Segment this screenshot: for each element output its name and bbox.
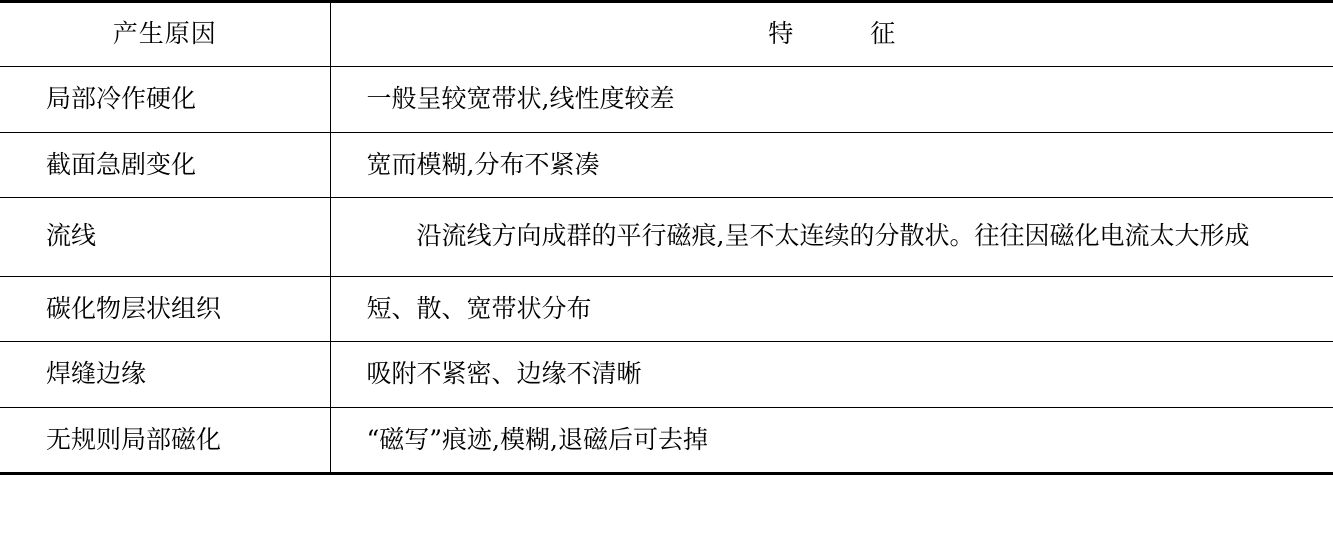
cell-feature: [330, 342, 1333, 407]
table-row: [0, 277, 1333, 342]
cell-cause: [0, 197, 330, 276]
table-row: [0, 132, 1333, 197]
cell-feature: [330, 67, 1333, 132]
header-label-feature: [331, 3, 1333, 66]
cause-label: 碳化物层状组织: [46, 294, 222, 323]
header-label-feature-text: 特 征: [768, 19, 922, 48]
cell-feature: [330, 277, 1333, 342]
feature-label: “磁写”痕迹,模糊,退磁后可去掉: [366, 424, 708, 454]
cause-label: 无规则局部磁化: [46, 424, 222, 454]
feature-label: 宽而模糊,分布不紧凑: [366, 149, 600, 179]
table-row: [0, 407, 1333, 473]
feature-label: 吸附不紧密、边缘不清晰: [366, 359, 642, 389]
table-header-row: [0, 2, 1333, 67]
cell-cause: [0, 407, 330, 473]
cell-cause: [0, 132, 330, 197]
cell-feature: [330, 407, 1333, 473]
cell-cause: [0, 342, 330, 407]
cell-cause: [0, 277, 330, 342]
table-row: [0, 197, 1333, 276]
feature-label: 短、散、宽带状分布: [366, 294, 592, 323]
table-row: [0, 342, 1333, 407]
cause-label: 局部冷作硬化: [46, 84, 197, 114]
header-cell-cause: [0, 2, 330, 67]
feature-label: 一般呈较宽带状,线性度较差: [366, 84, 675, 114]
feature-label: 沿流线方向成群的平行磁痕,呈不太连续的分散状。往往因磁化电流太大形成: [416, 220, 1250, 250]
header-label-cause: 产生原因: [112, 19, 217, 48]
table-row: [0, 67, 1333, 132]
cause-label: 截面急剧变化: [46, 149, 197, 179]
cell-cause: [0, 67, 330, 132]
cell-feature: [330, 197, 1333, 276]
cause-label: 焊缝边缘: [46, 359, 147, 389]
cell-feature: [330, 132, 1333, 197]
cause-label: 流线: [46, 220, 97, 250]
header-cell-feature: [330, 2, 1333, 67]
